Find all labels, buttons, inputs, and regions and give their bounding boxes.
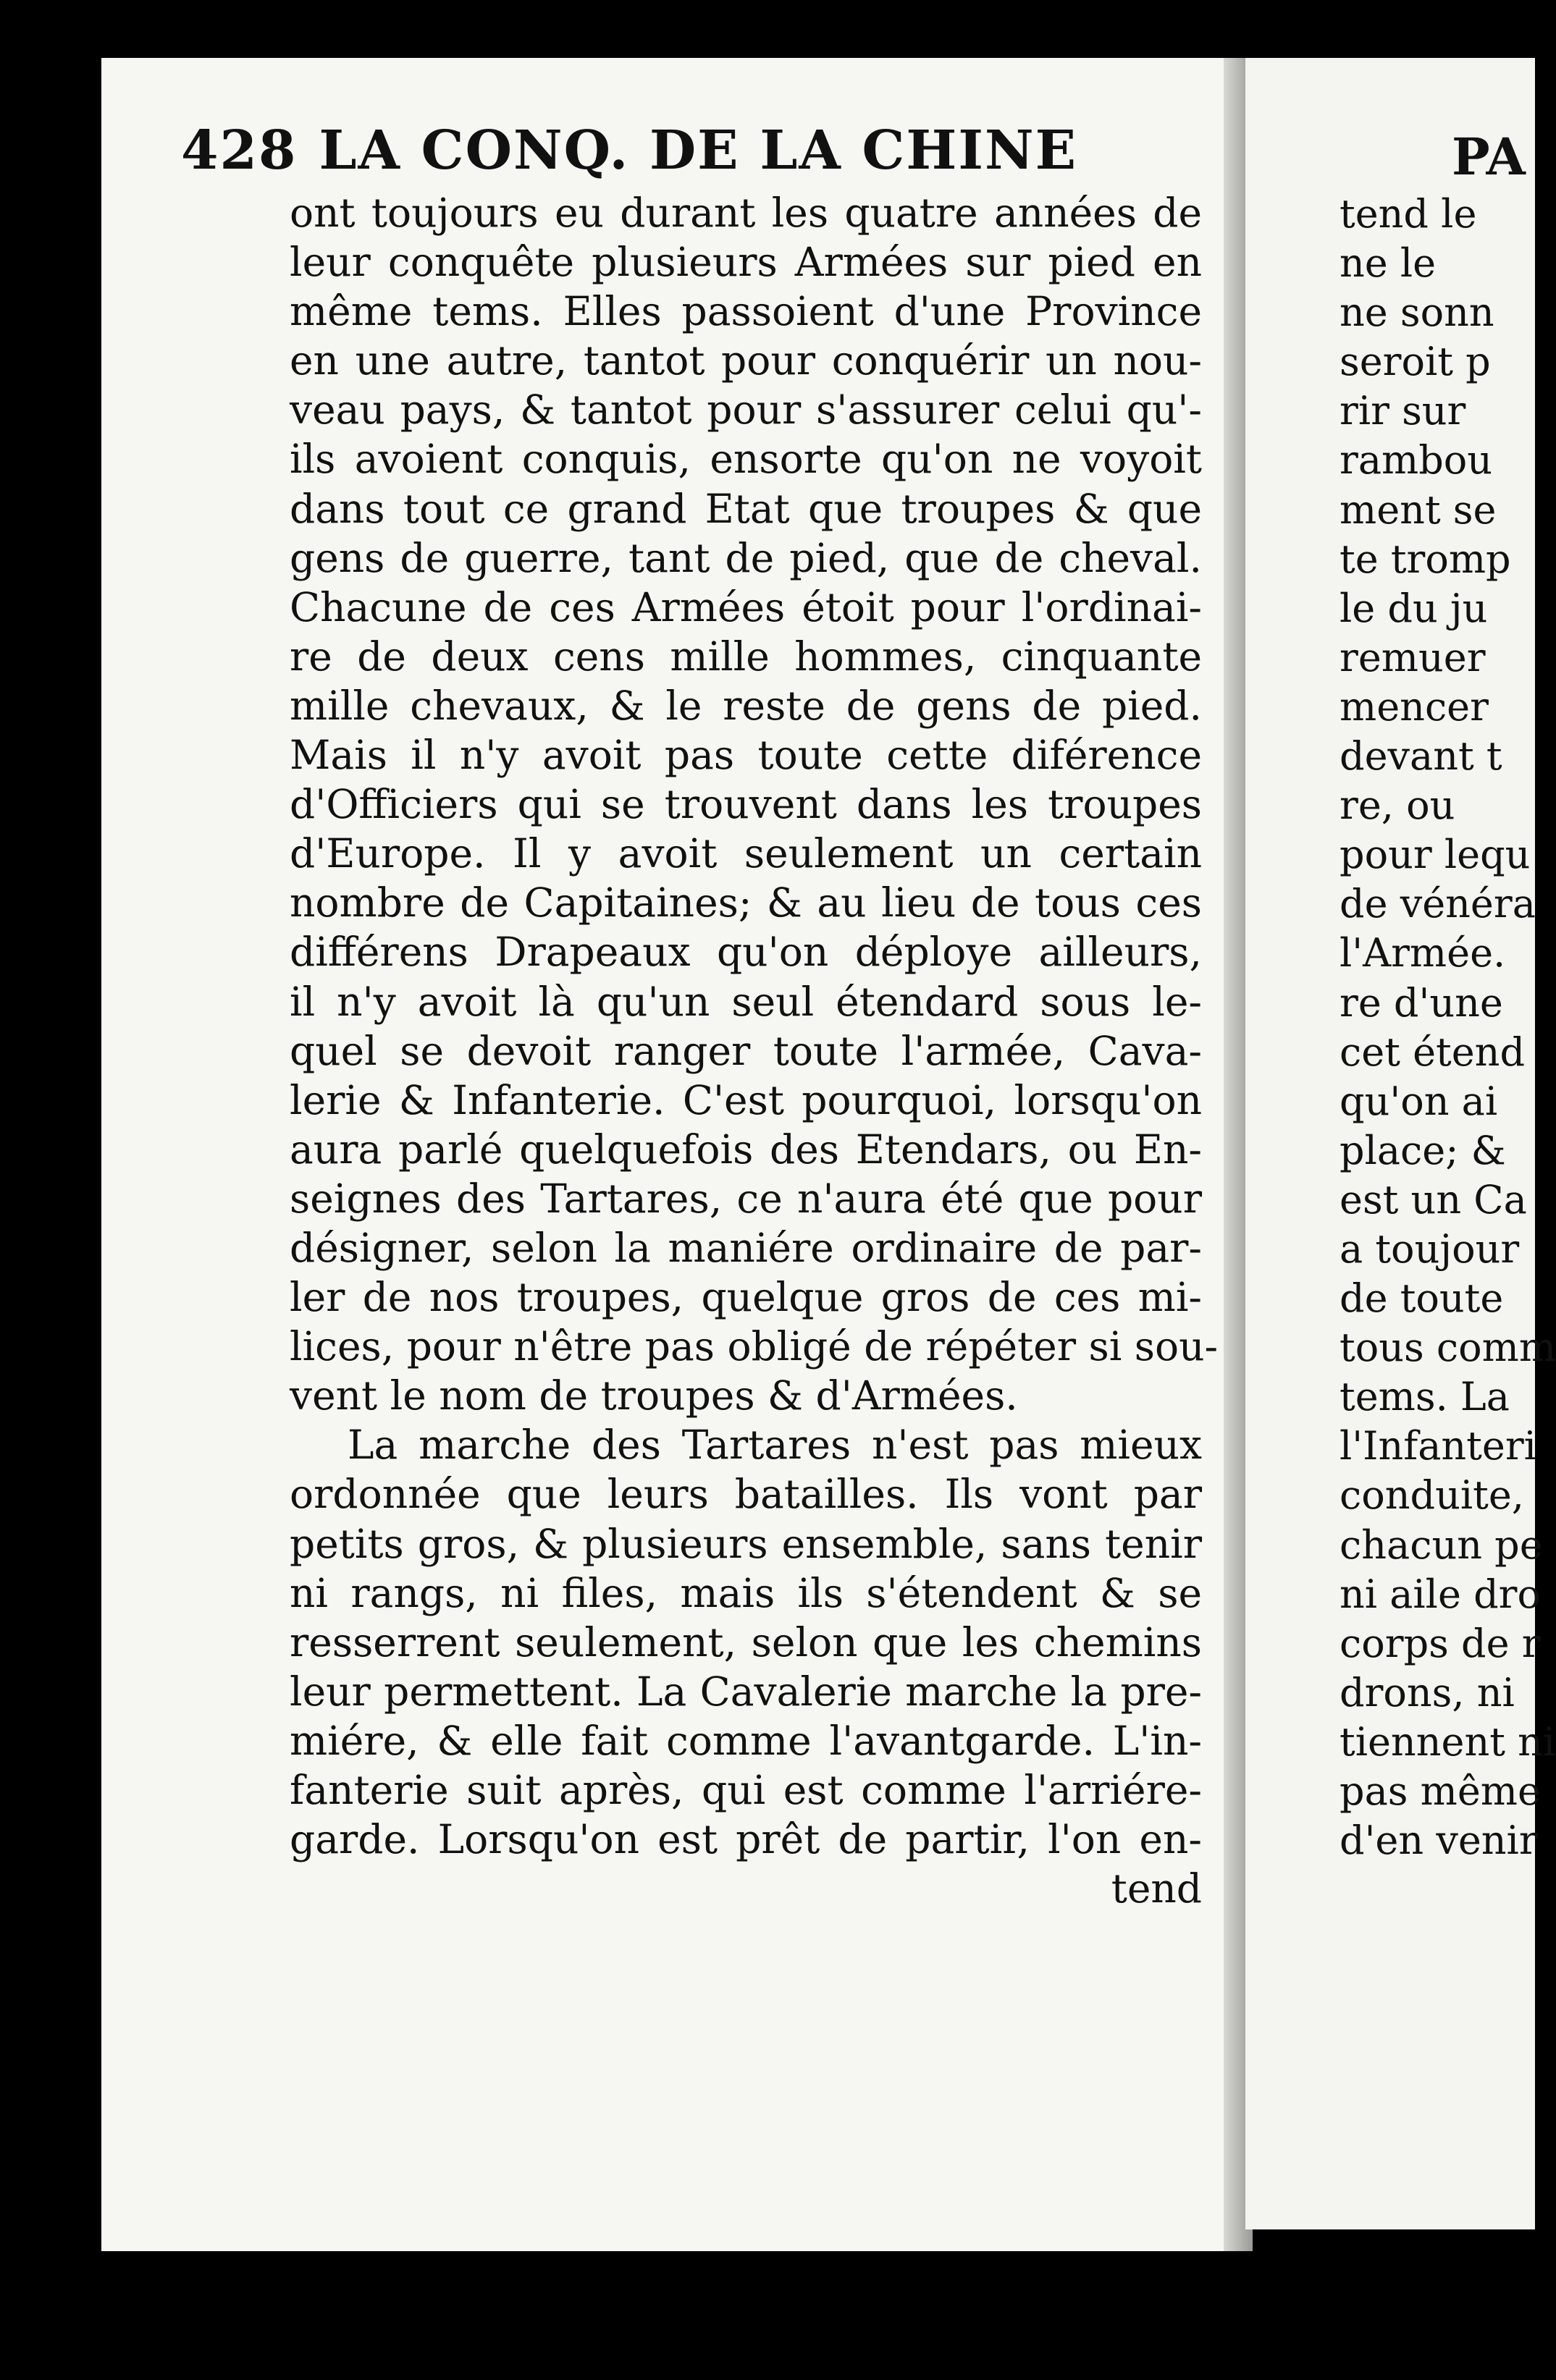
text-line: seignes des Tartares, ce n'aura été que pour [290,1175,1202,1222]
text-line: conduite, [1340,1472,1524,1519]
text-line: l'Armée. [1340,930,1506,976]
text-line: il n'y avoit là qu'un seul étendard sous le- [290,978,1202,1025]
right-page [1245,58,1556,2229]
text-line: d'en venir [1340,1818,1538,1864]
text-line: d'Officiers qui se trouvent dans les troupes [290,781,1202,828]
text-line: ils avoient conquis, ensorte qu'on ne voyoit [290,436,1202,483]
text-line: lerie & Infanterie. C'est pourquoi, lorsqu'on [290,1076,1202,1123]
text-line: de toute [1340,1275,1504,1322]
text-line: Mais il n'y avoit pas toute cette diférence [290,732,1202,779]
text-line: le du ju [1340,585,1488,631]
text-line: garde. Lorsqu'on est prêt de partir, l'on en- [290,1816,1202,1863]
left-page-body [290,188,1219,1913]
text-line: seroit p [1340,339,1491,385]
running-head-title: LA CONQ. DE LA CHINE [319,119,1077,182]
running-header-right: PA [1452,127,1526,187]
text-line: ni rangs, ni files, mais ils s'étendent & se [290,1569,1202,1616]
text-line: ont toujours eu durant les quatre années de [290,190,1202,236]
text-line: leur conquête plusieurs Armées sur pied en [290,239,1202,286]
text-line: corps de r [1340,1620,1541,1666]
text-line: désigner, selon la maniére ordinaire de par- [290,1224,1202,1271]
text-line: resserrent seulement, selon que les chemins [290,1619,1202,1666]
text-line: tend le [1340,191,1477,237]
text-line: pour lequ [1340,832,1531,878]
text-line: ment se [1340,486,1497,533]
text-line: cet étend [1340,1029,1526,1075]
text-line: te tromp [1340,536,1511,582]
text-line: tous comm [1340,1325,1556,1371]
text-line: ne le [1340,240,1437,287]
right-page-body [1340,190,1556,1865]
text-line: devant t [1340,733,1502,780]
text-line: nombre de Capitaines; & au lieu de tous ces [290,879,1202,927]
text-line: leur permettent. La Cavalerie marche la pre- [290,1668,1202,1715]
text-line: La marche des Tartares n'est pas mieux [348,1422,1202,1469]
text-line: re de deux cens mille hommes, cinquante [290,633,1202,680]
text-line: Chacune de ces Armées étoit pour l'ordinai- [290,583,1202,630]
text-line: re, ou [1340,782,1455,829]
text-line: tems. La [1340,1374,1510,1420]
text-line: place; & [1340,1127,1506,1173]
text-line: lices, pour n'être pas obligé de répéter si sou- [290,1323,1219,1370]
text-line: rir sur [1340,388,1466,434]
text-line: a toujour [1340,1225,1520,1272]
text-line: re d'une [1340,979,1503,1026]
text-line: vent le nom de troupes & d'Armées. [290,1372,1018,1419]
text-line: gens de guerre, tant de pied, que de cheval. [290,534,1202,581]
text-line: veau pays, & tantot pour s'assurer celui qu'- [290,387,1202,434]
text-line: ordonnée que leurs batailles. Ils vont par [290,1471,1202,1518]
text-line: qu'on ai [1340,1078,1498,1124]
text-line: tiennent ni [1340,1718,1556,1765]
text-line: quel se devoit ranger toute l'armée, Cava- [290,1027,1202,1074]
text-line: mille chevaux, & le reste de gens de pied. [290,682,1202,729]
text-line: de vénéra [1340,881,1536,927]
text-line: remuer [1340,634,1486,680]
text-line: chacun pe [1340,1522,1543,1568]
text-line: tend [1111,1865,1202,1912]
text-line: fanterie suit après, qui est comme l'arriére- [290,1767,1202,1813]
text-line: même tems. Elles passoient d'une Province [290,288,1202,335]
text-line: petits gros, & plusieurs ensemble, sans tenir [290,1520,1202,1567]
text-line: d'Europe. Il y avoit seulement un certain [290,830,1202,877]
page-number: 428 [181,119,298,182]
text-line: pas même [1340,1768,1541,1814]
text-line: miére, & elle fait comme l'avantgarde. L'in- [290,1717,1202,1764]
text-line: différens Drapeaux qu'on déploye ailleurs, [290,929,1202,976]
text-line: rambou [1340,437,1493,484]
text-line: dans tout ce grand Etat que troupes & que [290,485,1202,532]
text-line: aura parlé quelquefois des Etendars, ou En- [290,1126,1202,1173]
text-line: ne sonn [1340,290,1494,336]
text-line: est un Ca [1340,1176,1527,1223]
text-line: l'Infanteri [1340,1423,1536,1469]
text-line: en une autre, tantot pour conquérir un nou- [290,337,1202,384]
text-line: ler de nos troupes, quelque gros de ces mi- [290,1274,1202,1321]
text-line: ni aile dro [1340,1571,1541,1617]
running-header-left [181,119,1093,182]
text-line: drons, ni [1340,1669,1515,1716]
text-line: mencer [1340,683,1489,730]
